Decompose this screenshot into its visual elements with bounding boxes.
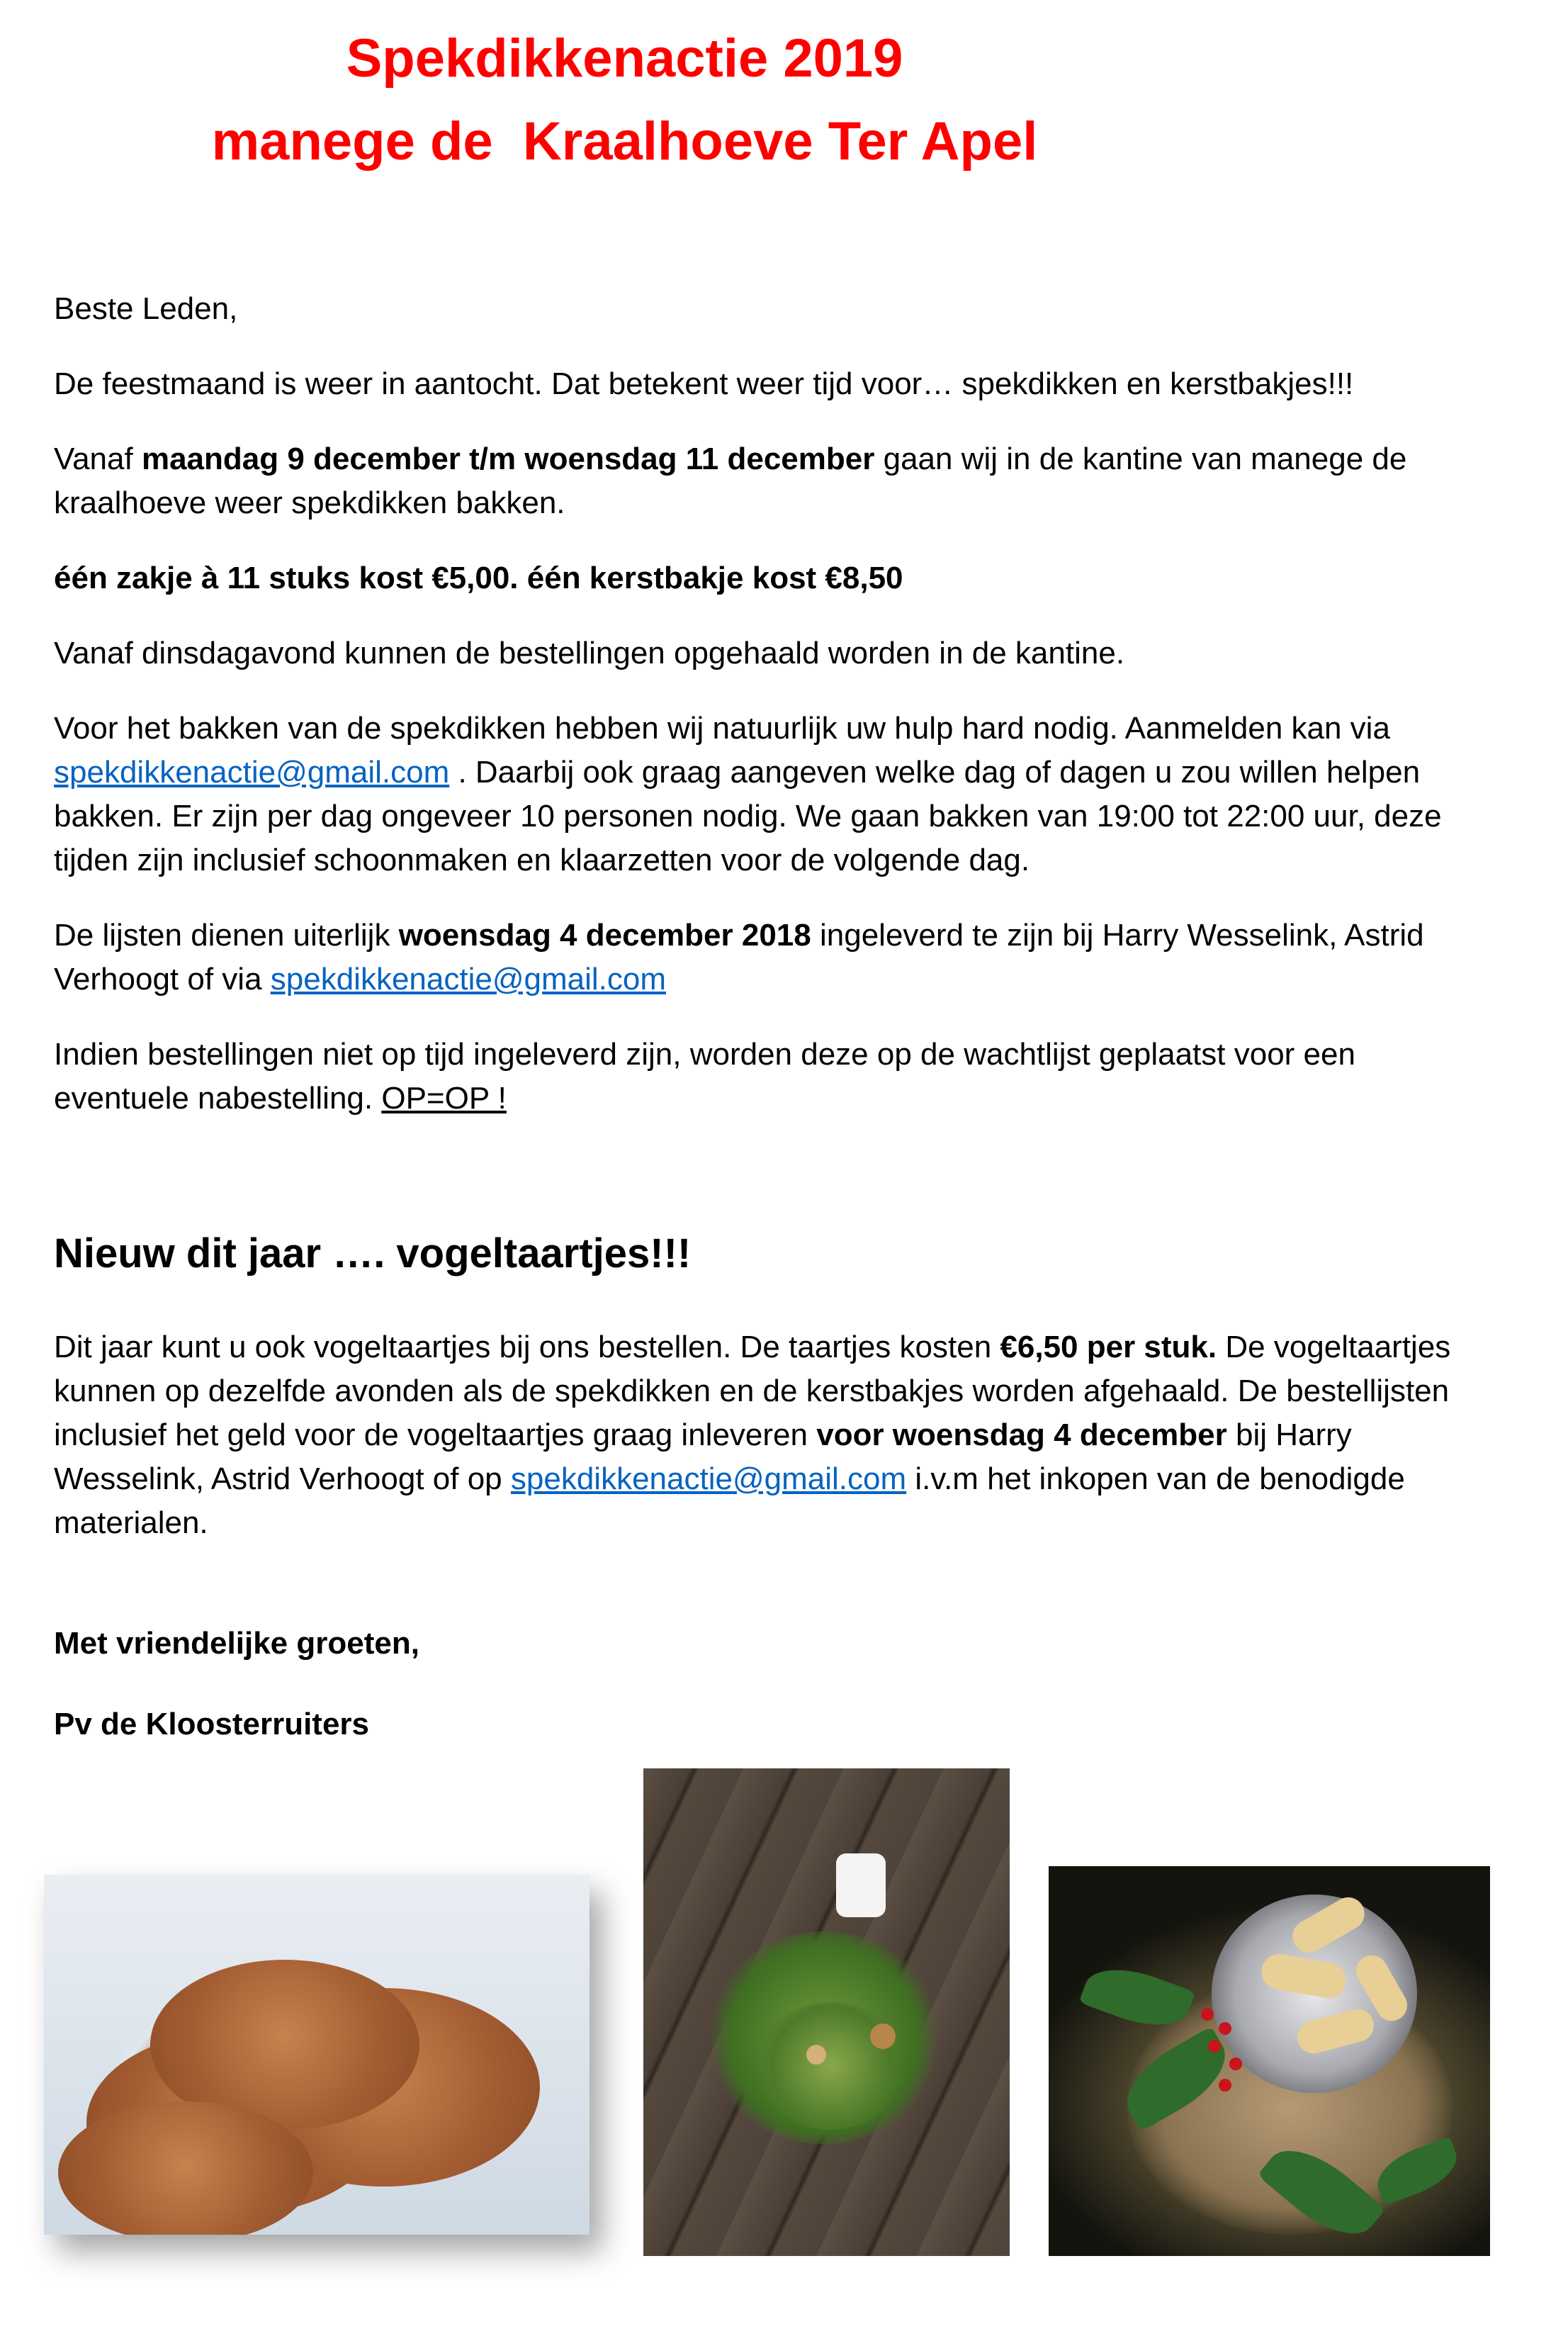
regards: Met vriendelijke groeten, (54, 1626, 419, 1661)
page-subtitle: manege de Kraalhoeve Ter Apel (211, 111, 1038, 172)
signature: Pv de Kloosterruiters (54, 1707, 370, 1741)
price-paragraph: één zakje à 11 stuks kost €5,00. één kerstbakje kost €8,50 (54, 561, 903, 595)
vogeltaartjes-paragraph: Dit jaar kunt u ook vogeltaartjes bij ons bestellen. De taartjes kosten €6,50 per stuk. De vogeltaartjes kunnen op dezelfde avonden als de spekdikken en de kerstbakjes worden afgehaald. De bestellijsten inclusief het geld voor de vogeltaartjes graag inleveren voor woensdag 4 december bij Harry Wesselink, Astrid Verhoogt of op spekdikkenactie@gmail.com i.v.m het inkopen van de benodigde materialen. (54, 1330, 1451, 1540)
spekdikken-photo (44, 1875, 590, 2235)
intro-paragraph: De feestmaand is weer in aantocht. Dat betekent weer tijd voor… spekdikken en kerstbakjes!!! (54, 366, 1354, 401)
section-heading: Nieuw dit jaar …. vogeltaartjes!!! (54, 1230, 692, 1276)
letter-body (54, 287, 1471, 1152)
email-link[interactable]: spekdikkenactie@gmail.com (510, 1461, 907, 1496)
volunteer-paragraph: Voor het bakken van de spekdikken hebben wij natuurlijk uw hulp hard nodig. Aanmelden kan via spekdikkenactie@gmail.com . Daarbij ook graag aangeven welke dag of dagen u zou willen helpen bakken. Er zijn per dag ongeveer 10 personen nodig. We gaan bakken van 19:00 tot 22:00 uur, deze tijden zijn inclusief schoonmaken en klaarzetten voor de volgende dag. (54, 711, 1442, 877)
kerstbakje-photo (643, 1768, 1010, 2256)
waitlist-paragraph: Indien bestellingen niet op tijd ingeleverd zijn, worden deze op de wachtlijst geplaatst voor een eventuele nabestelling. OP=OP ! (54, 1037, 1355, 1116)
deadline-paragraph: De lijsten dienen uiterlijk woensdag 4 december 2018 ingeleverd te zijn bij Harry Wesselink, Astrid Verhoogt of via spekdikkenactie@gmail.com (54, 918, 1424, 997)
vogeltaartjes-body (54, 1325, 1471, 1576)
email-link[interactable]: spekdikkenactie@gmail.com (270, 962, 666, 997)
vogeltaartje-photo (1049, 1866, 1490, 2256)
op-is-op: OP=OP ! (381, 1081, 507, 1116)
page-title: Spekdikkenactie 2019 (346, 28, 903, 89)
greeting: Beste Leden, (54, 291, 238, 326)
dates-paragraph: Vanaf maandag 9 december t/m woensdag 11 december gaan wij in de kantine van manege de kraalhoeve weer spekdikken bakken. (54, 442, 1407, 520)
email-link[interactable]: spekdikkenactie@gmail.com (54, 755, 450, 790)
pickup-paragraph: Vanaf dinsdagavond kunnen de bestellingen opgehaald worden in de kantine. (54, 636, 1125, 670)
closing (54, 1622, 1471, 1778)
